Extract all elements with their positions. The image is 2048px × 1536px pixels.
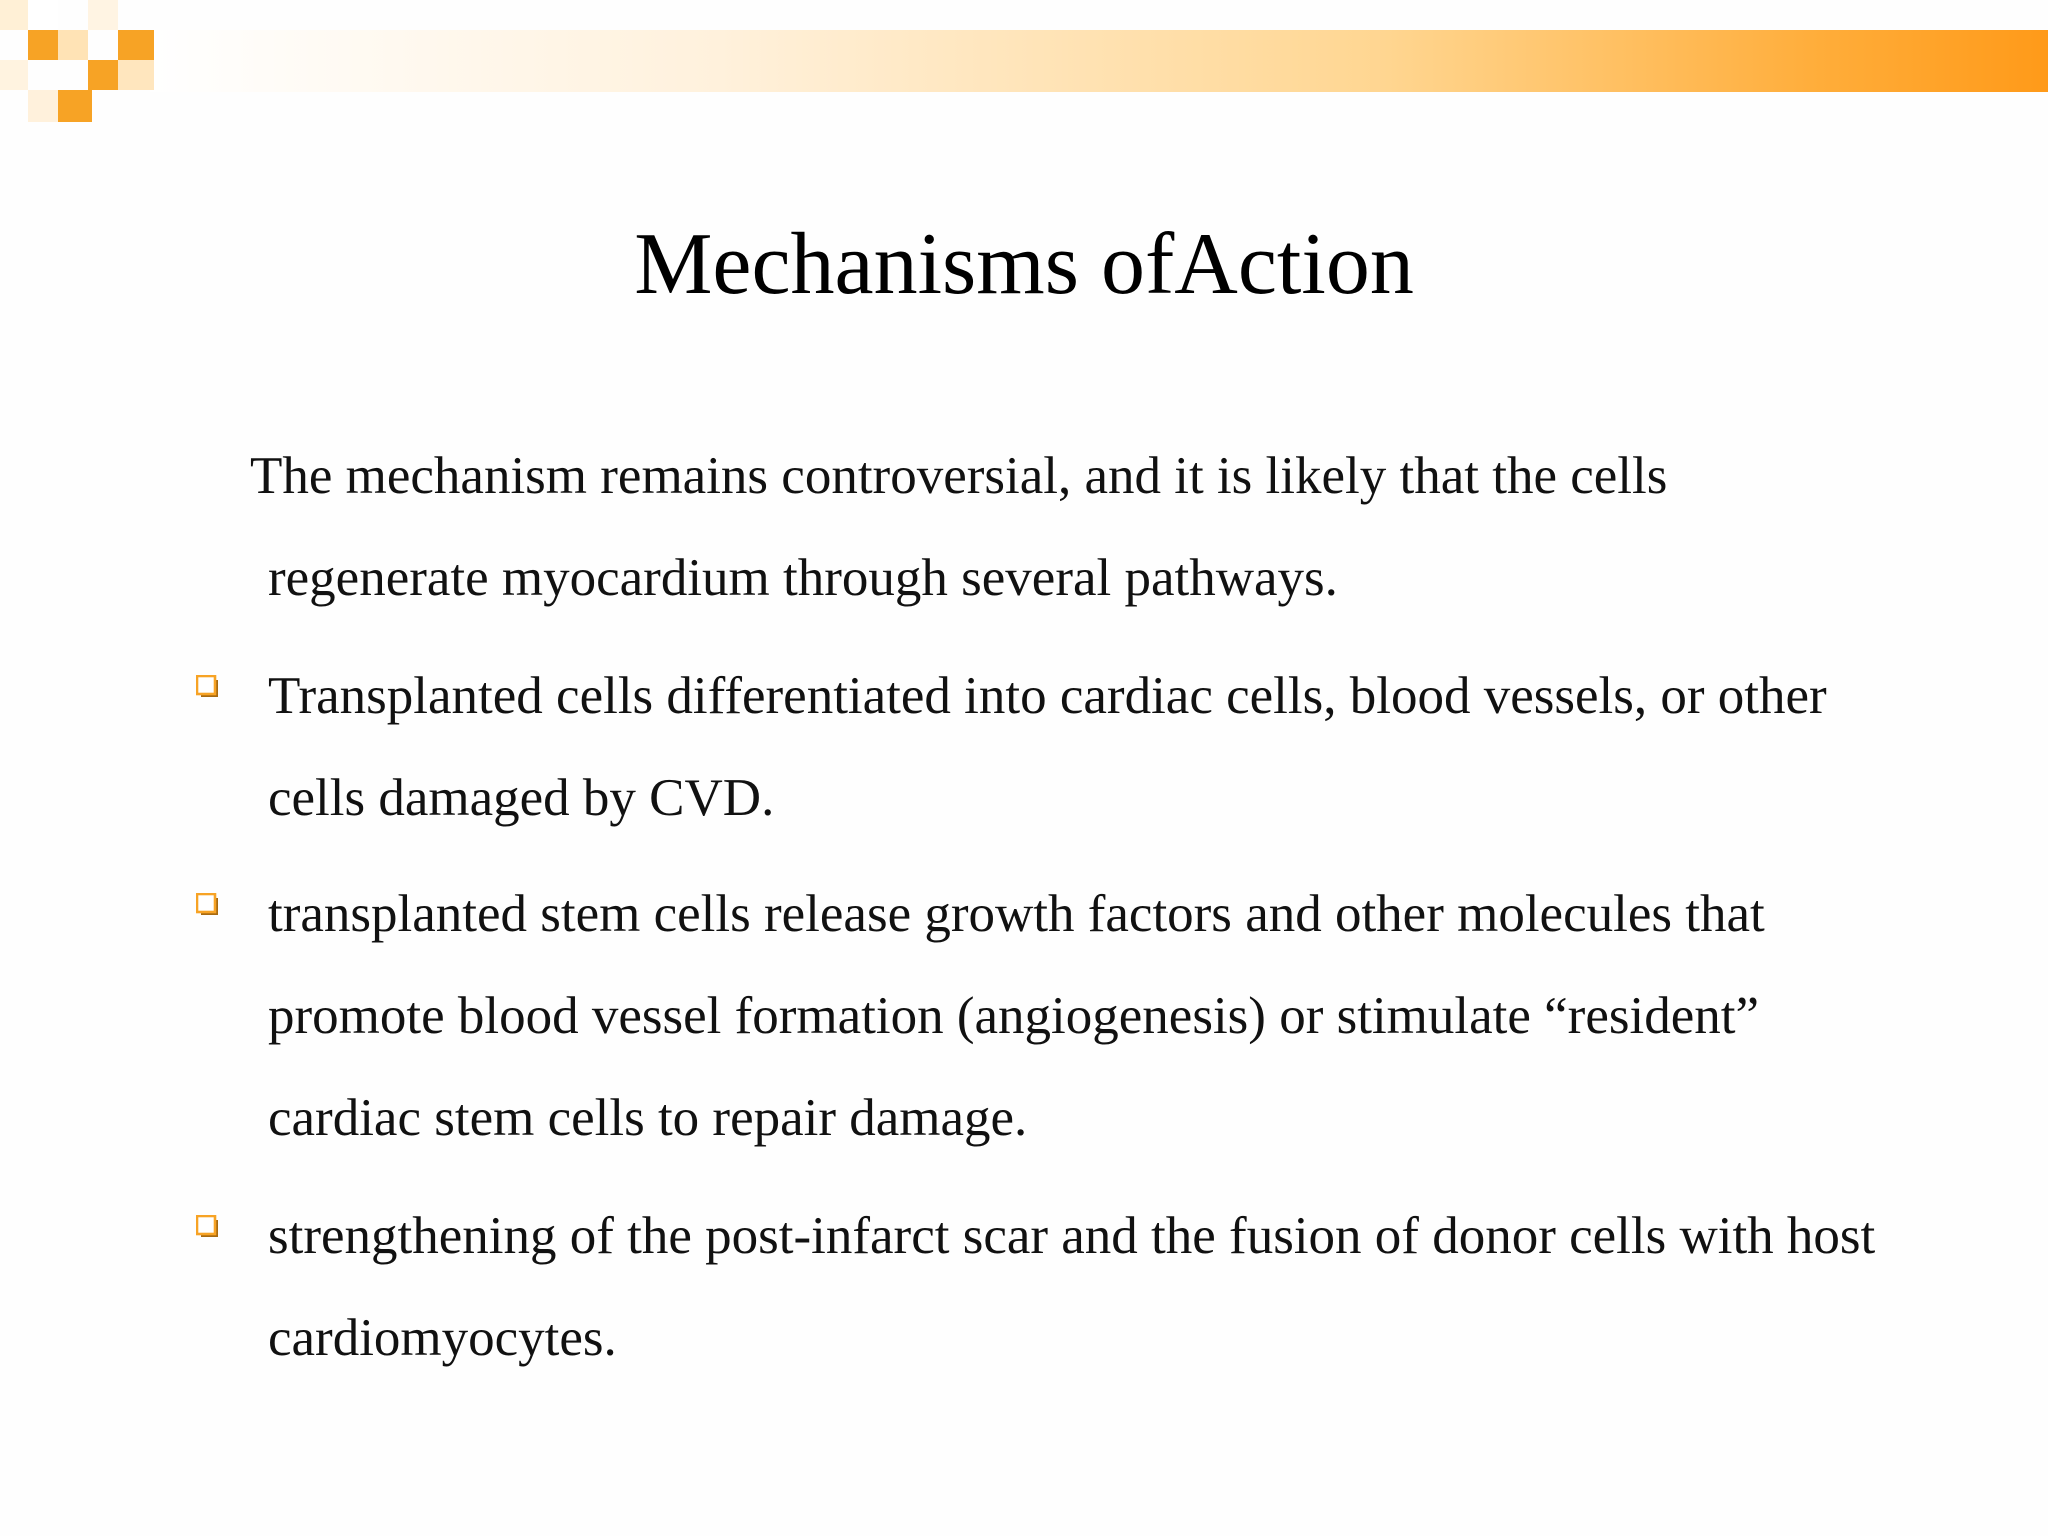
header-gradient-bar xyxy=(150,30,2048,92)
bullet-item-text: strengthening of the post-infarct scar and the fusion of donor cells with host cardiomyocytes. xyxy=(268,1207,1876,1367)
checker-square xyxy=(28,30,58,60)
checker-square xyxy=(58,30,88,60)
checkbox-bullet-icon xyxy=(196,675,220,699)
bullet-item-text: transplanted stem cells release growth factors and other molecules that promote blood vessel formation (angiogenesis) or stimulate “resident” cardiac stem cells to repair damage. xyxy=(268,885,1765,1147)
checker-square xyxy=(58,90,92,122)
checkbox-bullet-icon xyxy=(196,1215,220,1239)
intro-text-line-1: The mechanism remains controversial, and it is likely that the cells xyxy=(250,447,1668,505)
checker-square xyxy=(88,60,118,90)
checker-square xyxy=(28,0,58,30)
checker-square xyxy=(118,60,154,90)
intro-text-line-2: regenerate myocardium through several pathways. xyxy=(268,549,1338,607)
checker-square xyxy=(88,0,118,30)
checker-square xyxy=(0,0,28,30)
checkbox-bullet-icon xyxy=(196,893,220,917)
checker-square xyxy=(0,60,28,90)
slide-title: Mechanisms ofAction xyxy=(634,216,1414,313)
checker-square xyxy=(118,30,154,60)
checker-square xyxy=(28,90,58,122)
bullet-item-text: Transplanted cells differentiated into cardiac cells, blood vessels, or other cells damaged by CVD. xyxy=(268,667,1827,827)
